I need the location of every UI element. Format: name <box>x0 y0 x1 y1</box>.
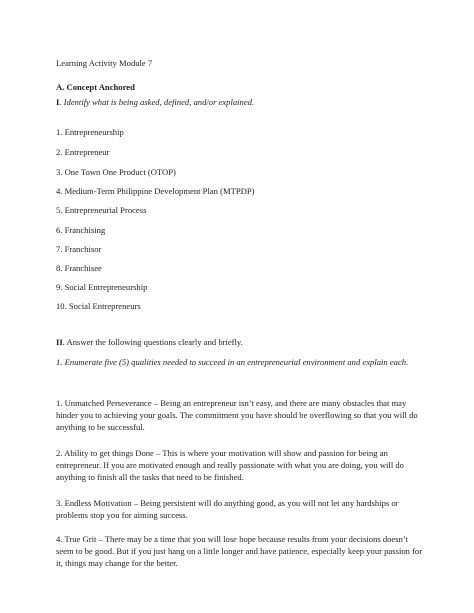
instruction-text: . Identify what is being asked, defined, and/or explained. <box>59 97 255 107</box>
answer-paragraph: 4. True Grit – There may be a time that you will lose hope because results from your decisions doesn’t seem to be good. But if you just hang on a little longer and have patience, especially keep your passion for it, things may change for the better. <box>56 534 423 569</box>
instruction-text: . Answer the following questions clearly and briefly. <box>62 337 243 347</box>
question-text: 1. Enumerate five (5) qualities needed to succeed in an entrepreneurial environment and explain each. <box>56 357 409 367</box>
list-item: 9. Social Entrepreneurship <box>56 282 148 292</box>
list-item: 3. One Town One Product (OTOP) <box>56 167 176 177</box>
list-item: 6. Franchising <box>56 225 106 235</box>
answer-paragraph: 2. Ability to get things Done – This is where your motivation will show and passion for being an entrepreneur. If you are motivated enough and really passionate with what you are doing, you will do anything to finish all the tasks that need to be finished. <box>56 448 404 483</box>
section-b-instruction <box>56 336 243 348</box>
answer-paragraph: 1. Unmatched Perseverance – Being an entrepreneur isn’t easy, and there are many obstacles that may hinder you to achieving your goals. The commitment you have should be overflowing so that you will do anything to be successful. <box>56 398 418 433</box>
list-item: 4. Medium-Term Philippine Development Plan (MTPDP) <box>56 186 255 196</box>
list-item: 5. Entrepreneurial Process <box>56 205 147 215</box>
list-item: 10. Social Entrepreneurs <box>56 301 141 311</box>
answer-paragraph: 3. Endless Motivation – Being persistent will do anything good, as you will not let any hardships or problems stop you for aiming success. <box>56 498 399 521</box>
list-item: 8. Franchisee <box>56 263 102 273</box>
list-item: 7. Franchisor <box>56 244 102 254</box>
document-title: Learning Activity Module 7 <box>56 58 153 68</box>
list-item: 2. Entrepreneur <box>56 147 110 157</box>
instruction-number: I <box>56 97 60 107</box>
list-item: 1. Entrepreneurship <box>56 127 124 137</box>
instruction-number: II <box>56 337 63 347</box>
section-a-instruction <box>56 96 254 108</box>
section-a-heading: A. Concept Anchored <box>56 82 135 92</box>
